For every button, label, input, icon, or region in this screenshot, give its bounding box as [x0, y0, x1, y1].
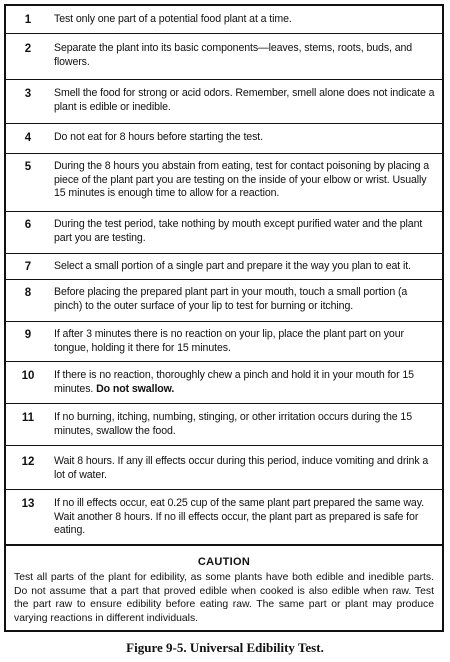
caution-box: [6, 546, 442, 630]
step-number: 2: [24, 43, 32, 55]
step-number: 11: [21, 412, 35, 424]
step-text: If no burning, itching, numbing, stinging, or other irritation occurs during the 15 minutes, swallow the food.: [54, 411, 412, 437]
step-row-5: [6, 154, 442, 212]
step-text: Wait 8 hours. If any ill effects occur during this period, induce vomiting and drink a lot of water.: [54, 455, 429, 481]
step-row-6: [6, 212, 442, 254]
caution-text: Test all parts of the plant for edibility, as some plants have both edible and inedible parts. Do not assume that a part that proved edible when cooked is also edible when raw. Test the part raw to ensure edibility before eating raw. The same part or plant may produce varying reactions in different individuals.: [14, 572, 434, 624]
step-number: 13: [21, 498, 35, 510]
step-number: 12: [21, 456, 35, 468]
step-text: Before placing the prepared plant part in your mouth, touch a small portion (a pinch) to the outer surface of your lip to test for burning or itching.: [54, 286, 408, 312]
step-row-11: [6, 404, 442, 446]
step-text: Do not eat for 8 hours before starting the test.: [54, 131, 263, 143]
step-text: During the test period, take nothing by mouth except purified water and the plant part you are testing.: [54, 218, 423, 244]
step-row-1: [6, 6, 442, 34]
step-row-7: [6, 254, 442, 280]
step-number: 5: [24, 161, 32, 173]
step-row-13: [6, 490, 442, 546]
step-text: Separate the plant into its basic components—leaves, stems, roots, buds, and flowers.: [54, 42, 413, 68]
step-number: 1: [24, 14, 32, 26]
step-text: If after 3 minutes there is no reaction on your lip, place the plant part on your tongue, holding it there for 15 minutes.: [54, 328, 404, 354]
edibility-test-table: [4, 4, 444, 632]
step-text: If no ill effects occur, eat 0.25 cup of the same plant part prepared the same way. Wait another 8 hours. If no ill effects occur, the plant part as prepared is safe for eating.: [54, 497, 424, 537]
step-text: Select a small portion of a single part and prepare it the way you plan to eat it.: [54, 260, 411, 272]
step-row-12: [6, 446, 442, 490]
step-row-10: [6, 362, 442, 404]
step-text: Test only one part of a potential food plant at a time.: [54, 13, 292, 25]
step-row-9: [6, 322, 442, 362]
step-text-main: If there is no reaction, thoroughly chew a pinch and hold it in your mouth for 15 minutes.: [54, 369, 414, 395]
step-row-3: [6, 80, 442, 124]
step-row-2: [6, 34, 442, 80]
step-row-4: [6, 124, 442, 154]
step-text: Smell the food for strong or acid odors. Remember, smell alone does not indicate a plant is edible or inedible.: [54, 87, 435, 113]
step-number: 10: [21, 370, 35, 382]
step-text-emphasis: Do not swallow.: [96, 382, 175, 395]
step-row-8: [6, 280, 442, 322]
caution-title: CAUTION: [197, 556, 251, 568]
step-number: 4: [24, 132, 32, 144]
step-number: 8: [24, 287, 32, 299]
step-number: 9: [24, 329, 32, 341]
step-number: 6: [24, 219, 32, 231]
step-number: 7: [24, 261, 32, 273]
figure-caption: Figure 9-5. Universal Edibility Test.: [126, 640, 324, 655]
step-text: During the 8 hours you abstain from eating, test for contact poisoning by placing a piece of the plant part you are testing on the inside of your elbow or wrist. Usually 15 minutes is enough time to allow for a reaction.: [54, 160, 430, 200]
step-number: 3: [24, 88, 32, 100]
step-text: [54, 369, 436, 396]
